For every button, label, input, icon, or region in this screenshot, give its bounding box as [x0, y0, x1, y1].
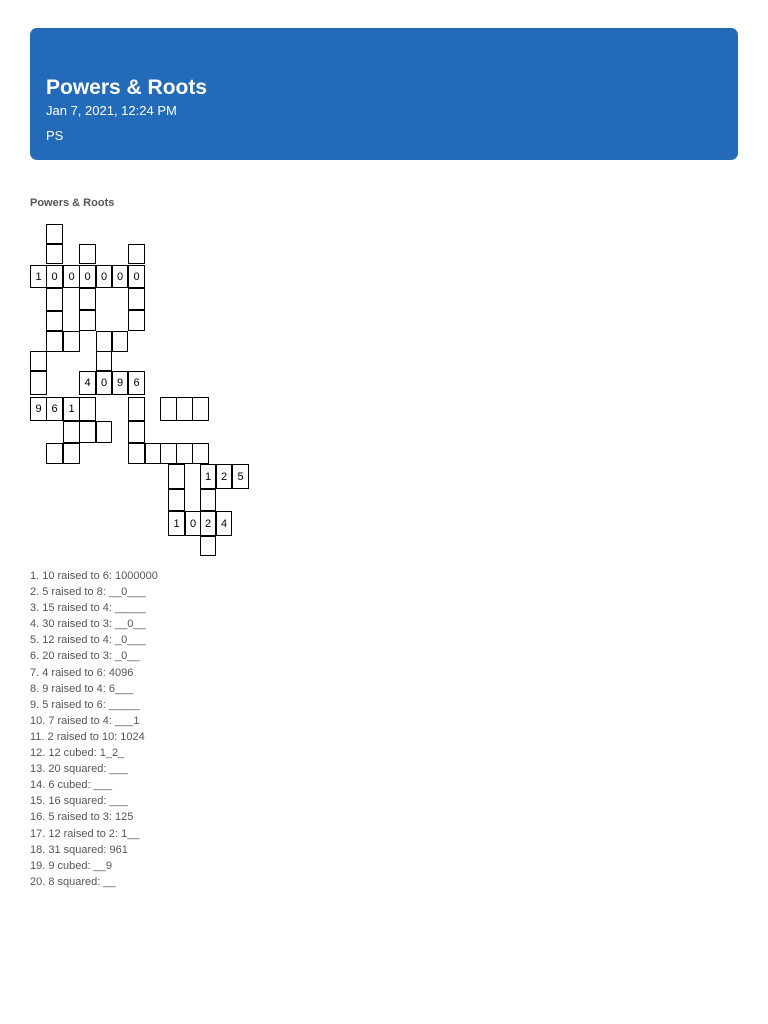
- crossword-cell: 6: [128, 371, 145, 395]
- crossword-cell: [128, 421, 145, 443]
- crossword-cell: [128, 310, 145, 331]
- clue-list: [30, 568, 158, 890]
- crossword-cell: 0: [185, 511, 201, 536]
- clue-item: 15. 16 squared: ___: [30, 795, 128, 808]
- crossword-cell: [128, 244, 145, 264]
- crossword-cell: [79, 397, 96, 421]
- crossword-cell: 0: [128, 265, 145, 288]
- crossword-cell: 1: [30, 265, 47, 288]
- crossword-cell: 0: [96, 371, 112, 395]
- crossword-cell: [30, 371, 47, 395]
- crossword-cell: 6: [46, 397, 63, 421]
- clue-item: 18. 31 squared: 961: [30, 843, 128, 856]
- crossword-cell: [200, 536, 216, 556]
- crossword-cell: [128, 288, 145, 310]
- crossword-cell: [46, 288, 63, 311]
- crossword-cell: [160, 397, 177, 421]
- clue-item: 10. 7 raised to 4: ___1: [30, 714, 140, 727]
- crossword-cell: [160, 443, 177, 464]
- crossword-cell: [200, 489, 216, 511]
- crossword-cell: [128, 397, 145, 421]
- clue-item: 8. 9 raised to 4: 6___: [30, 682, 134, 695]
- crossword-cell: [30, 351, 47, 371]
- author-text: PS: [46, 128, 64, 143]
- crossword-cell: [63, 331, 80, 352]
- crossword-cell: [96, 351, 112, 371]
- crossword-cell: 1: [63, 397, 80, 421]
- crossword-cell: 4: [216, 511, 232, 536]
- clue-item: 5. 12 raised to 4: _0___: [30, 634, 146, 647]
- crossword-cell: 1: [200, 464, 216, 489]
- crossword-cell: [46, 331, 63, 352]
- crossword-cell: [176, 443, 193, 464]
- crossword-cell: [145, 443, 161, 464]
- crossword-cell: [46, 311, 63, 331]
- clue-item: 4. 30 raised to 3: __0__: [30, 618, 146, 631]
- clue-item: 3. 15 raised to 4: _____: [30, 602, 146, 615]
- crossword-cell: [112, 331, 128, 352]
- crossword-cell: 2: [200, 511, 216, 536]
- clue-item: 2. 5 raised to 8: __0___: [30, 586, 146, 599]
- crossword-cell: [79, 421, 96, 443]
- crossword-cell: [63, 421, 80, 443]
- crossword-cell: [96, 331, 112, 352]
- crossword-cell: 5: [232, 464, 249, 489]
- crossword-cell: [192, 397, 209, 421]
- crossword-cell: [46, 443, 63, 464]
- crossword-cell: [128, 443, 145, 464]
- crossword-cell: 4: [79, 371, 96, 395]
- clue-item: 16. 5 raised to 3: 125: [30, 811, 134, 824]
- clue-item: 14. 6 cubed: ___: [30, 779, 112, 792]
- clue-item: 7. 4 raised to 6: 4096: [30, 666, 134, 679]
- crossword-cell: [168, 464, 185, 489]
- crossword-cell: [168, 489, 185, 511]
- crossword-cell: [79, 310, 96, 331]
- crossword-cell: [63, 443, 80, 464]
- crossword-cell: 9: [30, 397, 47, 421]
- puzzle-title: Powers & Roots: [30, 197, 115, 209]
- clue-item: 17. 12 raised to 2: 1__: [30, 827, 140, 840]
- crossword-cell: 1: [168, 511, 185, 536]
- header-banner: [30, 28, 738, 160]
- crossword-cell: 2: [216, 464, 232, 489]
- crossword-cell: 9: [112, 371, 128, 395]
- crossword-cell: 0: [96, 265, 112, 288]
- clue-item: 1. 10 raised to 6: 1000000: [30, 570, 158, 582]
- clue-item: 19. 9 cubed: __9: [30, 859, 112, 872]
- clue-item: 13. 20 squared: ___: [30, 763, 128, 776]
- crossword-cell: 0: [112, 265, 128, 288]
- clue-item: 12. 12 cubed: 1_2_: [30, 747, 125, 760]
- crossword-cell: 0: [63, 265, 80, 288]
- clue-item: 6. 20 raised to 3: _0__: [30, 650, 140, 663]
- page-title: Powers & Roots: [46, 76, 208, 99]
- date-text: Jan 7, 2021, 12:24 PM: [46, 103, 177, 118]
- crossword-cell: [192, 443, 209, 464]
- clue-item: 9. 5 raised to 6: _____: [30, 698, 140, 711]
- crossword-cell: [46, 244, 63, 264]
- crossword-cell: 0: [79, 265, 96, 288]
- clue-item: 11. 2 raised to 10: 1024: [30, 730, 145, 743]
- crossword-cell: [96, 421, 112, 443]
- crossword-cell: [79, 288, 96, 310]
- crossword-cell: [176, 397, 193, 421]
- crossword-cell: [79, 244, 96, 264]
- crossword-cell: 0: [46, 265, 63, 288]
- clue-item: 20. 8 squared: __: [30, 875, 116, 888]
- crossword-cell: [46, 224, 63, 244]
